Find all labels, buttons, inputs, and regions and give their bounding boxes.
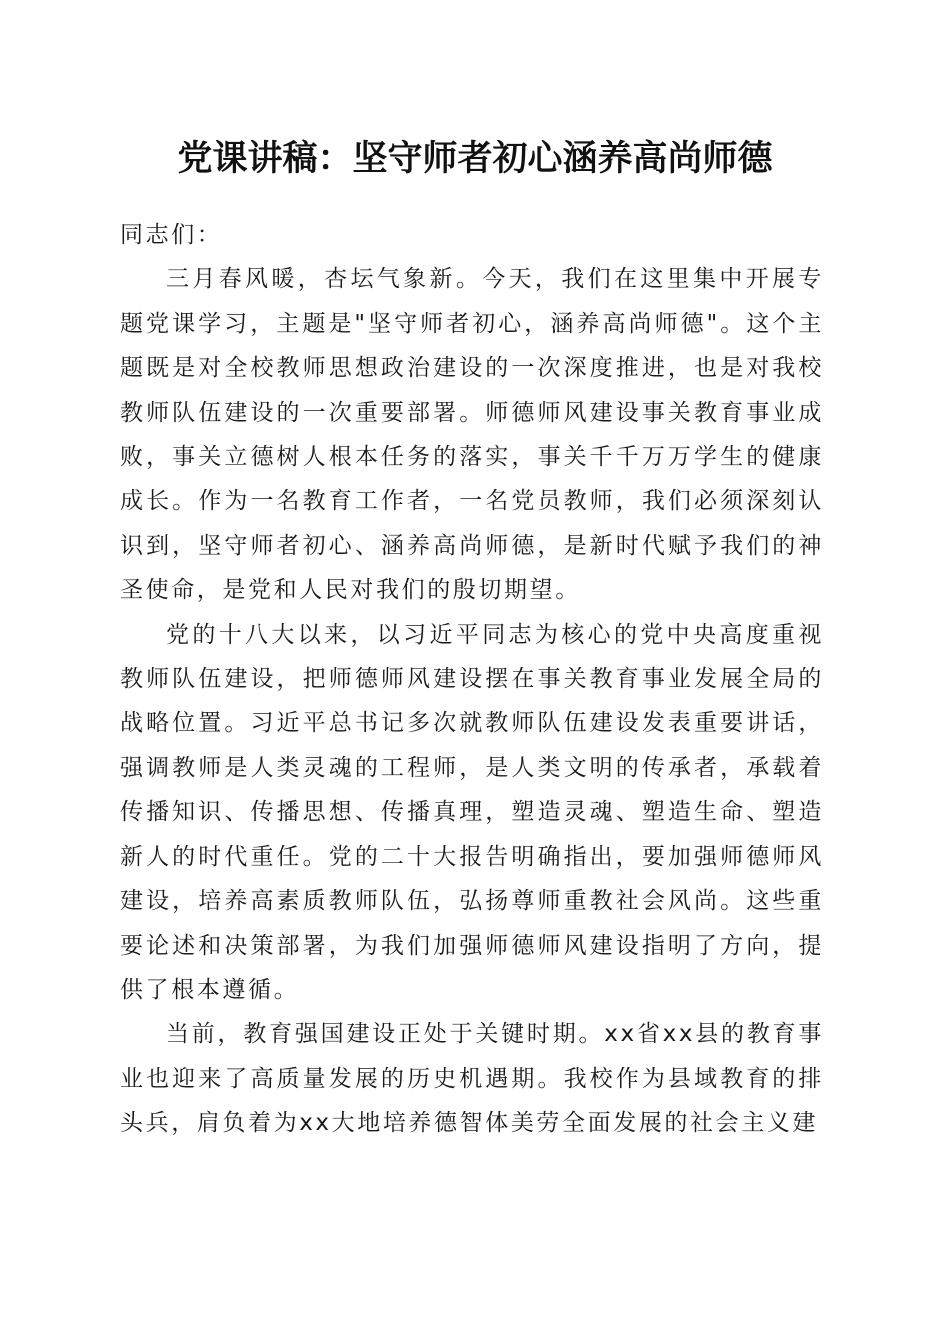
document-title: 党课讲稿：坚守师者初心涵养高尚师德 [177,138,773,179]
salutation: 同志们： [120,222,223,248]
paragraph-2: 党的十八大以来，以习近平同志为核心的党中央高度重视教师队伍建设，把师德师风建设摆在事关教育事业发展全局的战略位置。习近平总书记多次就教师队伍建设发表重要讲话，强调教师是人类灵魂的工程师，是人类文明的传承者，承载着传播知识、传播思想、传播真理，塑造灵魂、塑造生命、塑造新人的时代重任。党的二十大报告明确指出，要加强师德师风建设，培养高素质教师队伍，弘扬尊师重教社会风尚。这些重要论述和决策部署，为我们加强师德师风建设指明了方向，提供了根本遵循。 [120,621,824,1003]
paragraph-3: 当前，教育强国建设正处于关键时期。xx省xx县的教育事业也迎来了高质量发展的历史机遇期。我校作为县域教育的排头兵，肩负着为xx大地培养德智体美劳全面发展的社会主义建 [120,1021,824,1137]
paragraph-1: 三月春风暖，杏坛气象新。今天，我们在这里集中开展专题党课学习，主题是"坚守师者初心，涵养高尚师德"。这个主题既是对全校教师思想政治建设的一次深度推进，也是对我校教师队伍建设的一次重要部署。师德师风建设事关教育事业成败，事关立德树人根本任务的落实，事关千千万万学生的健康成长。作为一名教育工作者，一名党员教师，我们必须深刻认识到，坚守师者初心、涵养高尚师德，是新时代赋予我们的神圣使命，是党和人民对我们的殷切期望。 [120,266,824,604]
document-body [120,213,824,1146]
